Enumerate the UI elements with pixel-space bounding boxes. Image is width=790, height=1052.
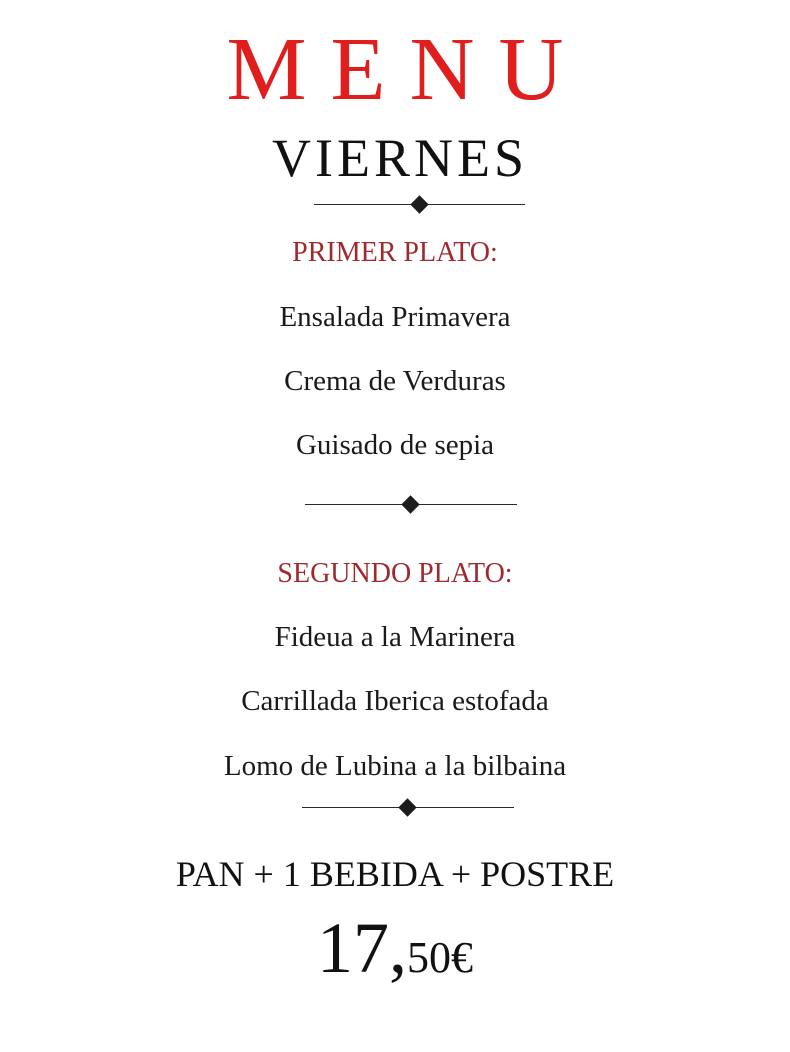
first-course-dish-1: Ensalada Primavera: [279, 301, 511, 333]
second-course-heading: SEGUNDO PLATO:: [277, 558, 513, 589]
price-currency: €: [451, 933, 473, 982]
divider-middle: [305, 496, 517, 514]
divider-bottom: [302, 799, 514, 817]
first-course-heading: PRIMER PLATO:: [292, 237, 498, 268]
second-course-dish-2: Carrillada Iberica estofada: [241, 685, 549, 717]
menu-title: MENU: [226, 20, 588, 119]
price-integer: 17: [317, 908, 389, 988]
diamond-icon: [410, 195, 428, 213]
price-separator: ,: [389, 908, 407, 988]
divider-top: [314, 196, 525, 214]
diamond-icon: [398, 798, 416, 816]
diamond-icon: [401, 495, 419, 513]
price-decimal: 50: [407, 933, 451, 982]
menu-includes: PAN + 1 BEBIDA + POSTRE: [175, 854, 615, 894]
first-course-dish-3: Guisado de sepia: [295, 429, 495, 461]
first-course-dish-2: Crema de Verduras: [284, 365, 506, 397]
second-course-dish-3: Lomo de Lubina a la bilbaina: [223, 750, 567, 782]
second-course-dish-1: Fideua a la Marinera: [274, 621, 516, 653]
menu-day: VIERNES: [272, 128, 528, 188]
menu-price: [0, 908, 790, 1008]
